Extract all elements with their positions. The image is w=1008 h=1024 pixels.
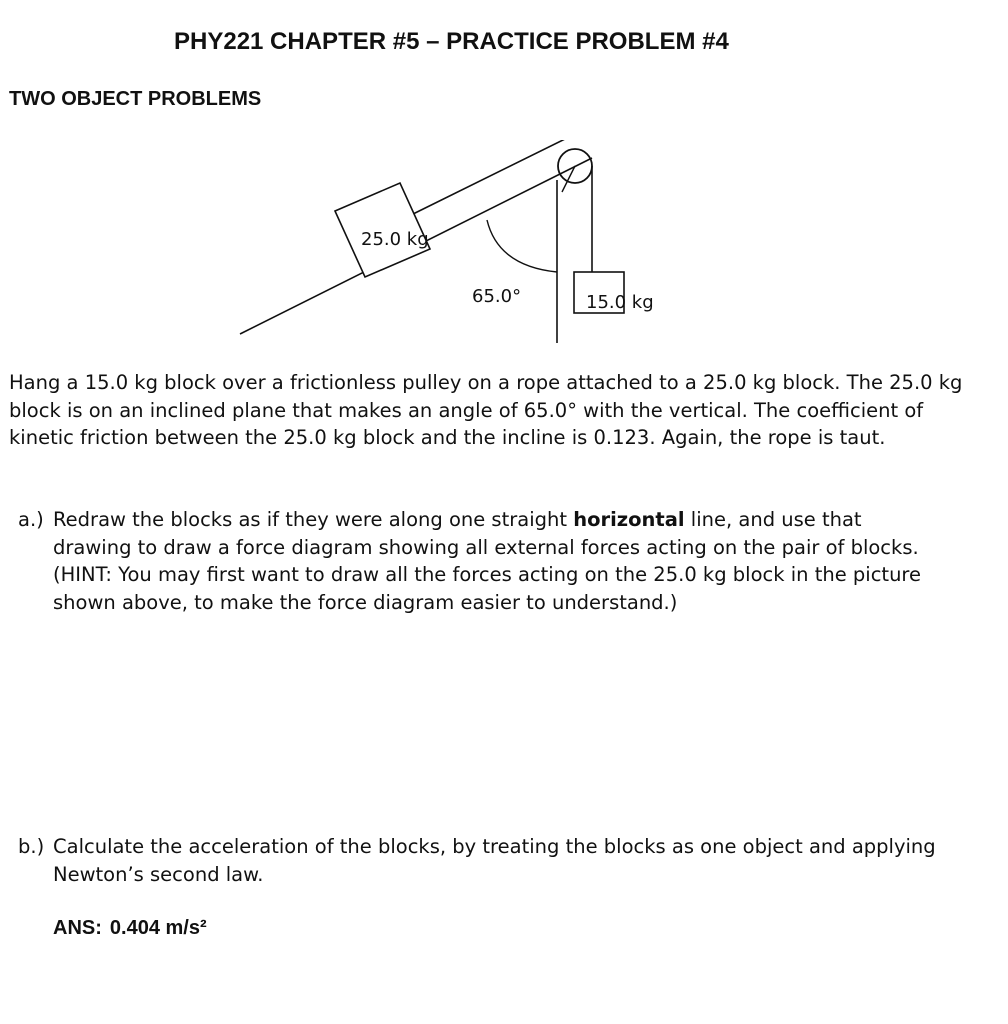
part-a-label: a.) [18, 508, 44, 531]
problem-statement: Hang a 15.0 kg block over a frictionless pulley on a rope attached to a 25.0 kg block. The 25.0 kg block is on an inclined plane that makes an angle of 65.0° with the vertical. The coefficient of kinetic friction between the 25.0 kg block and the incline is 0.123. Again, the rope is taut. [9, 371, 963, 449]
answer-label: ANS: [53, 917, 102, 939]
answer-value: 0.404 m/s² [109, 917, 207, 939]
incline-pulley-diagram [0, 140, 700, 350]
part-a-text [53, 506, 938, 616]
part-a-text-after: line, and use that drawing to draw a force diagram showing all external forces acting on the pair of blocks. (HINT: You may first want to draw all the forces acting on the 25.0 kg block in the picture shown above, to make the force diagram easier to understand.) [53, 508, 922, 614]
answer [53, 915, 207, 941]
incline-block-mass-label: 25.0 kg [361, 229, 429, 250]
rope-incline-segment [407, 140, 565, 217]
part-a-bold-word: horizontal [573, 508, 685, 531]
part-b [18, 833, 938, 888]
page-title: PHY221 CHAPTER #5 – PRACTICE PROBLEM #4 [174, 28, 729, 55]
incline-angle-label: 65.0° [472, 286, 522, 307]
part-a-text-before: Redraw the blocks as if they were along one straight [53, 508, 574, 531]
section-heading: TWO OBJECT PROBLEMS [9, 88, 262, 110]
angle-arc [487, 220, 557, 272]
part-b-text: Calculate the acceleration of the blocks, by treating the blocks as one object and applying Newton’s second law. [53, 835, 936, 886]
part-a [18, 506, 938, 616]
hanging-block-mass-label: 15.0 kg [586, 292, 654, 313]
part-b-label: b.) [18, 835, 45, 858]
